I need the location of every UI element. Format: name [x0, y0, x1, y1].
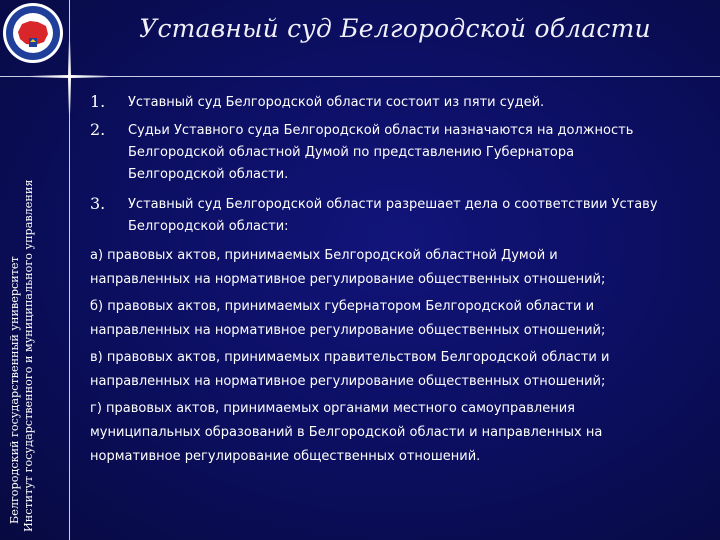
list-item-number: 2.: [90, 120, 106, 139]
list-item-number: 1.: [90, 92, 106, 111]
list-item-text: Уставный суд Белгородской области разрешает дела о соответствии Уставу Белгородской области:: [128, 197, 658, 234]
sidebar-institute-name: Институт государственного и муниципального управления: [22, 179, 35, 532]
sidebar-vertical-text: [8, 82, 36, 532]
university-emblem-icon: [2, 2, 64, 64]
sub-item-d: г) правовых актов, принимаемых органами местного самоуправления муниципальных образований в Белгородской области и направленных на нормативное регулирование общественных отношений.: [90, 401, 603, 464]
sub-item-c: в) правовых актов, принимаемых правительством Белгородской области и направленных на нормативное регулирование общественных отношений;: [90, 350, 610, 389]
sub-item-b: б) правовых актов, принимаемых губернатором Белгородской области и направленных на нормативное регулирование общественных отношений;: [90, 299, 606, 338]
list-item: [90, 92, 700, 114]
list-item: [90, 194, 700, 238]
sidebar-university-name: Белгородский государственный университет: [8, 256, 21, 524]
page-title: Уставный суд Белгородской области: [139, 14, 651, 43]
list-item: [90, 120, 700, 186]
cross-glow-vertical: [68, 40, 71, 115]
sub-item-a: а) правовых актов, принимаемых Белгородской областной Думой и направленных на нормативное регулирование общественных отношений;: [90, 248, 606, 287]
list-item-text: Судьи Уставного суда Белгородской области назначаются на должность Белгородской областной Думой по представлению Губернатора Белгородской области.: [128, 123, 634, 182]
list-item-text: Уставный суд Белгородской области состоит из пяти судей.: [128, 95, 545, 110]
list-item-number: 3.: [90, 194, 106, 213]
